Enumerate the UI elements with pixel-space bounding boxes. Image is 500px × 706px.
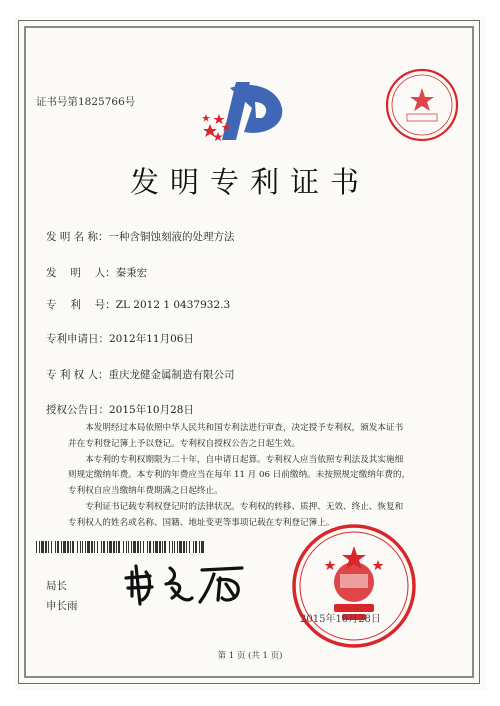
field-patent-number	[46, 297, 230, 312]
field-label: 授权公告日：	[46, 404, 109, 416]
field-value: 重庆龙健金属制造有限公司	[108, 369, 235, 381]
body-paragraph-cont: 并在专利登记簿上予以登记。专利权自授权公告之日起生效。	[68, 438, 301, 449]
page-number: 第 1 页 (共 1 页)	[217, 651, 283, 661]
body-paragraph-cont: 专利权自应当缴纳年费期满之日起终止。	[68, 486, 223, 497]
field-value: 秦秉宏	[115, 267, 148, 279]
field-label: 专 利 号：	[46, 299, 116, 311]
cnipa-logo-icon	[200, 78, 300, 148]
barcode-icon	[36, 541, 204, 553]
seal-date: 2015年10月28日	[300, 614, 381, 625]
director-title: 局长	[46, 580, 67, 592]
certificate-title: 发明专利证书	[129, 165, 370, 199]
official-seal-icon	[290, 522, 418, 650]
body-paragraph: 专利证书记载专利权登记时的法律状况。专利权的转移、质押、无效、终止、恢复和	[85, 501, 404, 512]
field-label: 专利申请日：	[46, 333, 109, 345]
certificate-number: 证书号第1825766号	[36, 96, 136, 108]
field-value: ZL 2012 1 0437932.3	[115, 299, 231, 311]
field-label: 发 明 名 称：	[46, 231, 109, 243]
body-paragraph-cont: 专利权人的姓名或名称、国籍、地址变更等事项记载在专利登记簿上。	[68, 517, 335, 528]
certificate-body	[68, 421, 438, 532]
field-value: 2015年10月28日	[109, 404, 194, 416]
director-name: 申长雨	[46, 600, 78, 612]
field-label: 专 利 权 人：	[46, 369, 109, 381]
field-invention-name	[46, 229, 235, 244]
body-paragraph: 本专利的专利权期限为二十年，自申请日起算。专利权人应当依照专利法及其实施细	[85, 454, 404, 465]
field-application-date	[46, 331, 194, 346]
field-grant-date	[46, 402, 194, 417]
field-value: 一种含铜蚀刻液的处理方法	[108, 231, 235, 243]
field-value: 2012年11月06日	[109, 333, 194, 345]
body-paragraph: 本发明经过本局依照中华人民共和国专利法进行审查，决定授予专利权，颁发本证书	[85, 423, 404, 433]
field-inventor	[46, 265, 147, 280]
body-paragraph-cont: 则规定缴纳年费。本专利的年费应当在每年 11 月 06 日前缴纳。未按照规定缴纳年费的，	[68, 470, 411, 481]
field-label: 发 明 人：	[46, 267, 116, 279]
signature-icon	[122, 560, 252, 608]
agency-seal-icon	[383, 66, 461, 144]
field-patentee	[46, 367, 235, 382]
